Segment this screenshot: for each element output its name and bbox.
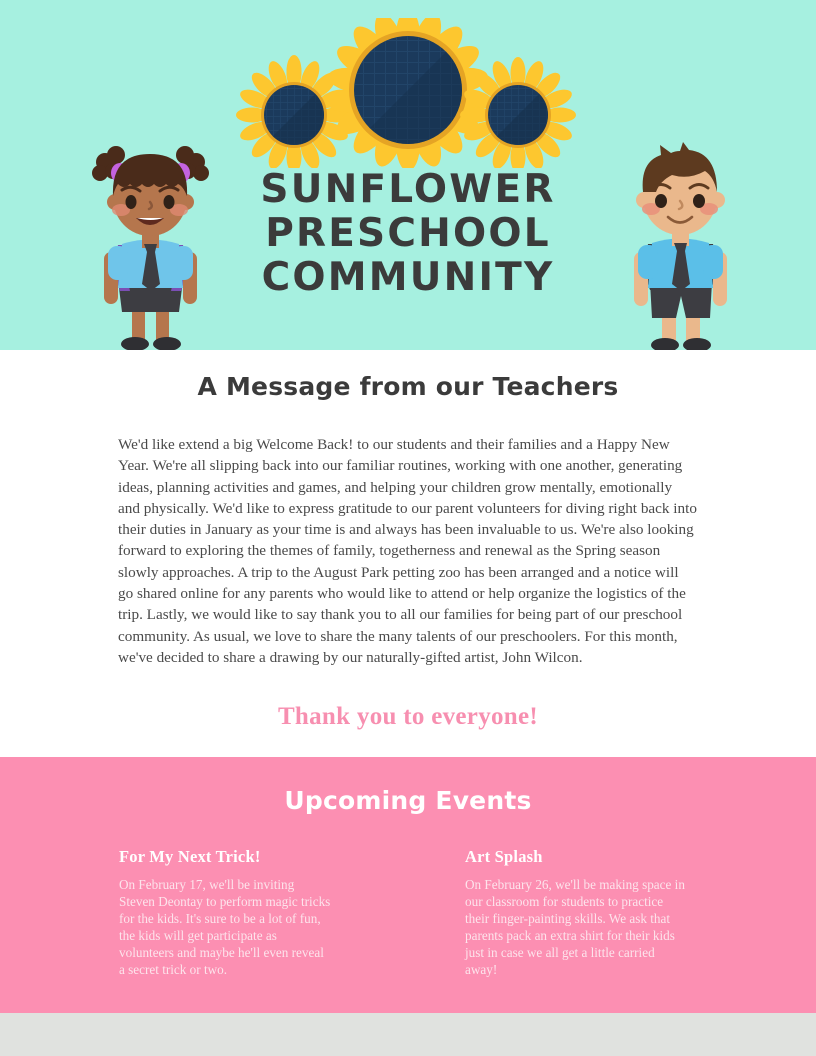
event-body-2: On February 26, we'll be making space in our classroom for students to practice their finger-painting skills. We ask that parents pack an extra shirt for their kids just in case we all get a little carried away!: [465, 877, 685, 977]
page-title: [0, 168, 816, 300]
message-paragraph: We'd like extend a big Welcome Back! to our students and their families and a Happy New Year. We're all slipping back into our familiar routines, working with one another, generating ideas, planning activities and games, and helping your children grow mentally, emotionally and physically. We'd like to express gratitude to our parent volunteers for diving right back into their duties in January as your time is and always has been invaluable to us. We're also looking forward to exploring the themes of family, togetherness and renewal as the Spring season slowly approaches. A trip to the August Park petting zoo has been arranged and a notice will go shared online for any parents who would like to attend or help organize the logistics of the trip. Lastly, we would like to say thank you to all our families for being part of our preschool community. As usual, we love to share the many talents of our preschoolers. For this month, we've decided to share a drawing by our naturally-gifted artist, John Wilcon.: [118, 436, 697, 666]
title-line-3: COMMUNITY: [261, 255, 555, 300]
message-heading: A Message from our Teachers: [197, 372, 619, 401]
event-title-1: For My Next Trick!: [119, 847, 261, 866]
title-line-2: PRESCHOOL: [265, 211, 551, 256]
sunflower-small-right-shape: [460, 57, 576, 168]
footer-bar: [0, 1013, 816, 1056]
event-card-1: [119, 847, 464, 978]
teacher-message-section: [0, 350, 816, 757]
hero-section: [0, 0, 816, 350]
thank-you-line: Thank you to everyone!: [277, 703, 539, 731]
event-card-2: [465, 847, 810, 978]
events-grid: [0, 847, 816, 978]
event-title-2: Art Splash: [465, 847, 543, 866]
upcoming-events-section: [0, 757, 816, 1013]
events-heading: Upcoming Events: [284, 786, 532, 815]
event-body-1: On February 17, we'll be inviting Steven Deontay to perform magic tricks for the kids. It's sure to be a lot of fun, the kids will get participate as volunteers and maybe he'll even reveal a secret trick or two.: [119, 877, 331, 977]
title-line-1: SUNFLOWER: [260, 167, 556, 212]
